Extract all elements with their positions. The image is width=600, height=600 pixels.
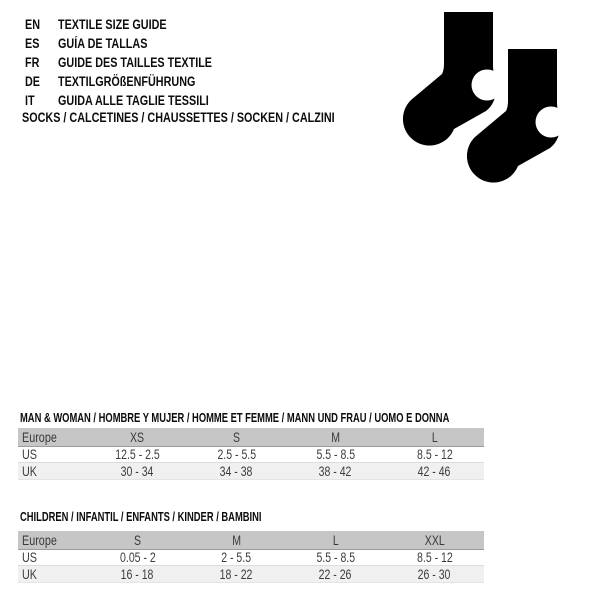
socks-icon [402, 10, 560, 190]
table-title-man-woman: MAN & WOMAN / HOMBRE Y MUJER / HOMME ET FEMME / MANN UND FRAU / UOMO E DONNA [20, 411, 450, 425]
language-label: TEXTILE SIZE GUIDE [58, 17, 167, 32]
size-cell: 30 - 34 [88, 463, 187, 480]
language-code: ES [25, 36, 40, 51]
language-label: GUIDA ALLE TAGLIE TESSILI [58, 93, 209, 108]
table-title-children: CHILDREN / INFANTIL / ENFANTS / KINDER / BAMBINI [20, 510, 262, 524]
table-row-uk [18, 463, 484, 480]
column-header-size: S [88, 531, 187, 550]
row-header-region: UK [18, 566, 88, 583]
column-header-size: XXL [385, 531, 484, 550]
language-code: IT [25, 93, 35, 108]
category-heading: SOCKS / CALCETINES / CHAUSSETTES / SOCKEN / CALZINI [22, 110, 335, 125]
table-row-us [18, 550, 484, 566]
size-cell: 8.5 - 12 [385, 447, 484, 463]
row-header-region: UK [18, 463, 88, 480]
language-row-en [25, 15, 251, 34]
size-cell: 34 - 38 [187, 463, 286, 480]
language-code: DE [25, 74, 41, 89]
language-code: FR [25, 55, 40, 70]
column-header-size: L [385, 428, 484, 447]
language-row-fr [25, 53, 251, 72]
size-cell: 22 - 26 [286, 566, 385, 583]
column-header-region: Europe [18, 531, 88, 550]
size-cell: 12.5 - 2.5 [88, 447, 187, 463]
language-code: EN [25, 17, 41, 32]
row-header-region: US [18, 550, 88, 566]
language-row-de [25, 72, 251, 91]
size-cell: 2 - 5.5 [187, 550, 286, 566]
table-header-row [18, 428, 484, 447]
size-cell: 38 - 42 [286, 463, 385, 480]
size-cell: 5.5 - 8.5 [286, 550, 385, 566]
size-cell: 26 - 30 [385, 566, 484, 583]
column-header-size: M [286, 428, 385, 447]
column-header-size: S [187, 428, 286, 447]
size-cell: 18 - 22 [187, 566, 286, 583]
size-cell: 2.5 - 5.5 [187, 447, 286, 463]
column-header-size: M [187, 531, 286, 550]
size-cell: 42 - 46 [385, 463, 484, 480]
size-cell: 0.05 - 2 [88, 550, 187, 566]
language-label: TEXTILGRÖßENFÜHRUNG [58, 74, 196, 89]
table-row-us [18, 447, 484, 463]
column-header-size: XS [88, 428, 187, 447]
table-header-row [18, 531, 484, 550]
language-label: GUÍA DE TALLAS [58, 36, 148, 51]
language-list [25, 15, 251, 110]
table-row-uk [18, 566, 484, 583]
language-label: GUIDE DES TAILLES TEXTILE [58, 55, 213, 70]
column-header-region: Europe [18, 428, 88, 447]
language-row-es [25, 34, 251, 53]
column-header-size: L [286, 531, 385, 550]
size-cell: 5.5 - 8.5 [286, 447, 385, 463]
size-cell: 8.5 - 12 [385, 550, 484, 566]
size-table-children [18, 531, 484, 583]
size-cell: 16 - 18 [88, 566, 187, 583]
size-table-man-woman [18, 428, 484, 480]
row-header-region: US [18, 447, 88, 463]
